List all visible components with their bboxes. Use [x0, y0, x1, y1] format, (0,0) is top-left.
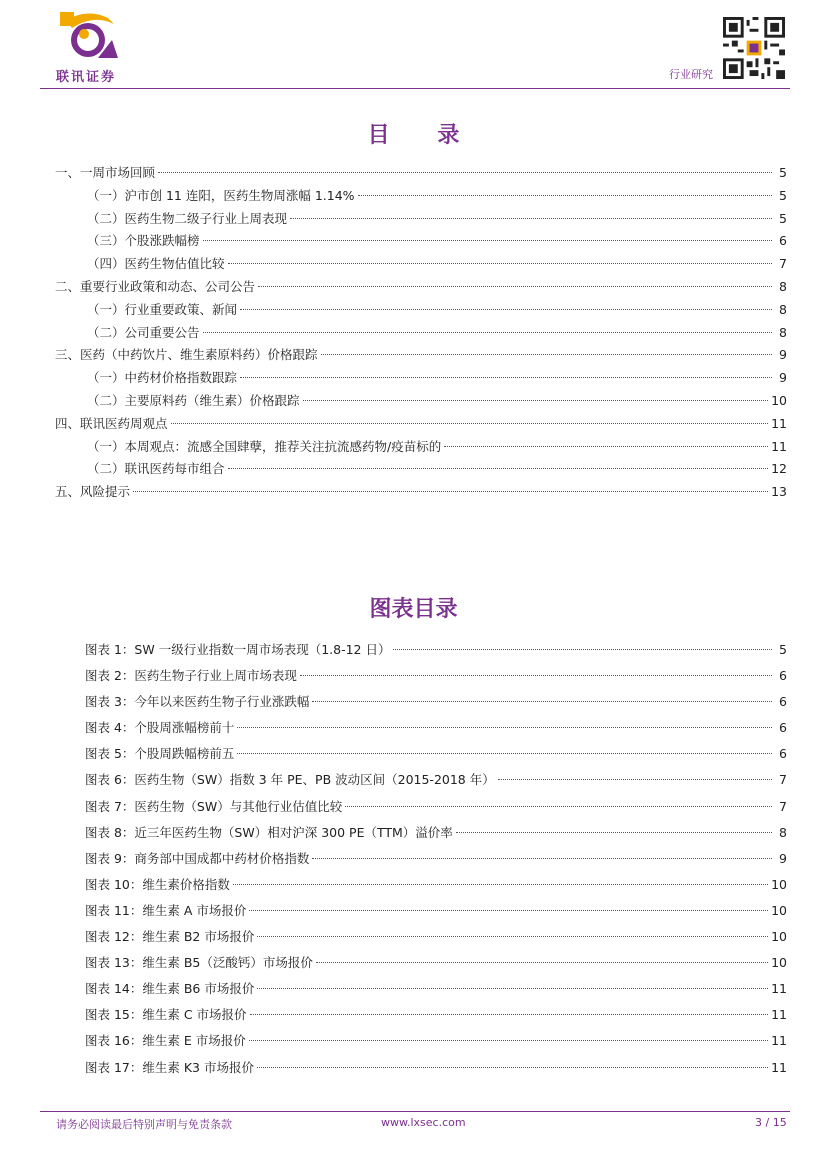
page-number: 3 / 15 — [755, 1116, 787, 1129]
toc-entry[interactable] — [55, 390, 787, 413]
toc-entry-page: 9 — [779, 347, 787, 363]
toc-entry-page: 5 — [779, 165, 787, 180]
dot-leader — [444, 446, 768, 447]
dot-leader — [303, 400, 769, 401]
figure-entry-text: 图表 2：医药生物子行业上周市场表现 — [85, 668, 297, 684]
dot-leader — [257, 936, 768, 937]
figure-entry-page: 7 — [779, 772, 787, 788]
figure-entry-text: 图表 7：医药生物（SW）与其他行业估值比较 — [85, 798, 343, 814]
toc-entry-text: 五、风险提示 — [55, 484, 131, 500]
toc-entry[interactable] — [55, 230, 787, 253]
figure-entry-text: 图表 14：维生素 B6 市场报价 — [85, 981, 255, 997]
figure-entry[interactable] — [55, 924, 787, 950]
figure-entry-page: 10 — [771, 902, 787, 918]
figure-entry-page: 10 — [771, 929, 787, 945]
toc-entry[interactable] — [55, 436, 787, 459]
figure-entry[interactable] — [55, 820, 787, 846]
figure-entry-page: 5 — [779, 642, 787, 657]
header-divider — [40, 88, 790, 89]
toc-entry-page: 6 — [779, 233, 787, 249]
dot-leader — [237, 753, 772, 754]
toc-entry[interactable] — [55, 367, 787, 390]
figure-entry-text: 图表 6：医药生物（SW）指数 3 年 PE、PB 波动区间（2015-2018 年） — [85, 772, 495, 788]
figure-entry-page: 11 — [771, 1033, 787, 1049]
dot-leader — [290, 218, 772, 219]
toc-entry[interactable] — [55, 322, 787, 345]
toc-entry-text: 一、一周市场回顾 — [55, 165, 156, 180]
toc-entry[interactable] — [55, 208, 787, 231]
toc-entry[interactable] — [55, 413, 787, 436]
toc-entry-text: （二）医药生物二级子行业上周表现 — [87, 210, 288, 226]
toc-entry-page: 8 — [779, 324, 787, 340]
figure-entry-text: 图表 17：维生素 K3 市场报价 — [85, 1059, 254, 1075]
figure-entry[interactable] — [55, 976, 787, 1002]
toc-entry-page: 10 — [771, 392, 787, 408]
figure-entry[interactable] — [55, 1002, 787, 1028]
toc-entry-text: 三、医药（中药饮片、维生素原料药）价格跟踪 — [55, 347, 318, 363]
toc-entry[interactable] — [55, 458, 787, 481]
toc-entry-page: 5 — [779, 210, 787, 226]
figure-entry[interactable] — [55, 767, 787, 793]
dot-leader — [228, 468, 769, 469]
dot-leader — [345, 806, 772, 807]
dot-leader — [393, 649, 772, 650]
dot-leader — [258, 286, 772, 287]
dot-leader — [456, 832, 772, 833]
figures-list — [55, 637, 787, 1081]
figure-entry-page: 11 — [771, 981, 787, 997]
figures-toc-title: 图表目录 — [369, 597, 458, 622]
figure-entry[interactable] — [55, 950, 787, 976]
dot-leader — [240, 309, 772, 310]
logo-text: 联讯证券 — [56, 70, 117, 85]
figure-entry-text: 图表 11：维生素 A 市场报价 — [85, 902, 247, 918]
figure-entry[interactable] — [55, 741, 787, 767]
toc-entry[interactable] — [55, 276, 787, 299]
toc-entry[interactable] — [55, 299, 787, 322]
figure-entry[interactable] — [55, 689, 787, 715]
toc-entry-text: 二、重要行业政策和动态、公司公告 — [55, 278, 256, 294]
figure-entry-text: 图表 8：近三年医药生物（SW）相对沪深 300 PE（TTM）溢价率 — [85, 824, 453, 840]
toc-entry-text: （二）公司重要公告 — [87, 324, 200, 340]
toc-entry[interactable] — [55, 481, 787, 504]
footer-divider — [40, 1111, 790, 1112]
dot-leader — [203, 240, 772, 241]
toc-entry[interactable] — [55, 344, 787, 367]
figure-entry-page: 6 — [779, 720, 787, 736]
toc-entry-page: 8 — [779, 301, 787, 317]
table-of-contents — [55, 162, 787, 504]
report-category: 行业研究 — [669, 68, 713, 81]
toc-entry-text: （四）医药生物估值比较 — [87, 256, 225, 272]
figure-entry-text: 图表 15：维生素 C 市场报价 — [85, 1007, 247, 1023]
dot-leader — [233, 884, 768, 885]
figure-entry[interactable] — [55, 872, 787, 898]
dot-leader — [249, 1040, 768, 1041]
dot-leader — [250, 1014, 769, 1015]
figure-entry-text: 图表 10：维生素价格指数 — [85, 876, 230, 892]
toc-entry-page: 5 — [779, 187, 787, 203]
figure-entry-page: 9 — [779, 850, 787, 866]
figure-entry[interactable] — [55, 1028, 787, 1054]
figure-entry-text: 图表 12：维生素 B2 市场报价 — [85, 929, 255, 945]
toc-entry-text: （一）中药材价格指数跟踪 — [87, 370, 238, 386]
figure-entry-page: 6 — [779, 668, 787, 684]
figure-entry-page: 6 — [779, 746, 787, 762]
toc-entry-text: （一）本周观点：流感全国肆孽，推荐关注抗流感药物/疫苗标的 — [87, 438, 442, 454]
qr-code-icon — [723, 17, 785, 79]
dot-leader — [158, 172, 772, 173]
toc-entry-text: 四、联讯医药周观点 — [55, 415, 168, 431]
dot-leader — [203, 332, 772, 333]
dot-leader — [312, 701, 772, 702]
toc-entry-text: （一）沪市创 11 连阳，医药生物周涨幅 1.14% — [87, 187, 355, 203]
toc-entry-text: （一）行业重要政策、新闻 — [87, 301, 238, 317]
toc-entry-text: （三）个股涨跌幅榜 — [87, 233, 200, 249]
toc-entry-page: 9 — [779, 370, 787, 386]
figure-entry[interactable] — [55, 1055, 787, 1081]
toc-entry-page: 11 — [771, 415, 787, 431]
disclaimer-link[interactable]: 请务必阅读最后特别声明与免责条款 — [56, 1118, 232, 1131]
dot-leader — [321, 354, 772, 355]
figure-entry[interactable] — [55, 637, 787, 663]
figure-entry[interactable] — [55, 898, 787, 924]
toc-entry-page: 13 — [771, 484, 787, 500]
toc-entry-page: 11 — [771, 438, 787, 454]
dot-leader — [237, 727, 772, 728]
dot-leader — [316, 962, 768, 963]
figure-entry-page: 7 — [779, 798, 787, 814]
figure-entry[interactable] — [55, 846, 787, 872]
website-link[interactable]: www.lxsec.com — [381, 1116, 466, 1129]
figure-entry[interactable] — [55, 663, 787, 689]
dot-leader — [312, 858, 772, 859]
dot-leader — [249, 910, 768, 911]
dot-leader — [358, 195, 772, 196]
figure-entry-text: 图表 1：SW 一级行业指数一周市场表现（1.8-12 日） — [85, 642, 391, 657]
toc-entry[interactable] — [55, 185, 787, 208]
figure-entry-text: 图表 9：商务部中国成都中药材价格指数 — [85, 850, 310, 866]
figure-entry-page: 11 — [771, 1059, 787, 1075]
figure-entry-page: 8 — [779, 824, 787, 840]
toc-entry[interactable] — [55, 253, 787, 276]
toc-title: 目 录 — [367, 123, 480, 148]
dot-leader — [257, 988, 768, 989]
toc-entry-page: 8 — [779, 278, 787, 294]
toc-entry-page: 7 — [779, 256, 787, 272]
figure-entry-page: 11 — [771, 1007, 787, 1023]
figure-entry-text: 图表 16：维生素 E 市场报价 — [85, 1033, 246, 1049]
page-header — [0, 0, 827, 92]
figure-entry-text: 图表 4：个股周涨幅榜前十 — [85, 720, 235, 736]
figure-entry-page: 6 — [779, 694, 787, 710]
dot-leader — [257, 1067, 768, 1068]
figure-entry[interactable] — [55, 715, 787, 741]
company-logo-icon — [58, 10, 120, 62]
figure-entry-page: 10 — [771, 955, 787, 971]
dot-leader — [300, 675, 772, 676]
toc-entry[interactable] — [55, 162, 787, 185]
dot-leader — [133, 491, 768, 492]
figure-entry-text: 图表 5：个股周跌幅榜前五 — [85, 746, 235, 762]
dot-leader — [240, 377, 772, 378]
figure-entry-text: 图表 13：维生素 B5（泛酸钙）市场报价 — [85, 955, 313, 971]
figure-entry-page: 10 — [771, 876, 787, 892]
figure-entry[interactable] — [55, 794, 787, 820]
dot-leader — [228, 263, 772, 264]
dot-leader — [171, 423, 769, 424]
toc-entry-page: 12 — [771, 461, 787, 477]
dot-leader — [498, 779, 772, 780]
figure-entry-text: 图表 3：今年以来医药生物子行业涨跌幅 — [85, 694, 310, 710]
toc-entry-text: （二）主要原料药（维生素）价格跟踪 — [87, 392, 300, 408]
toc-entry-text: （二）联讯医药每市组合 — [87, 461, 225, 477]
